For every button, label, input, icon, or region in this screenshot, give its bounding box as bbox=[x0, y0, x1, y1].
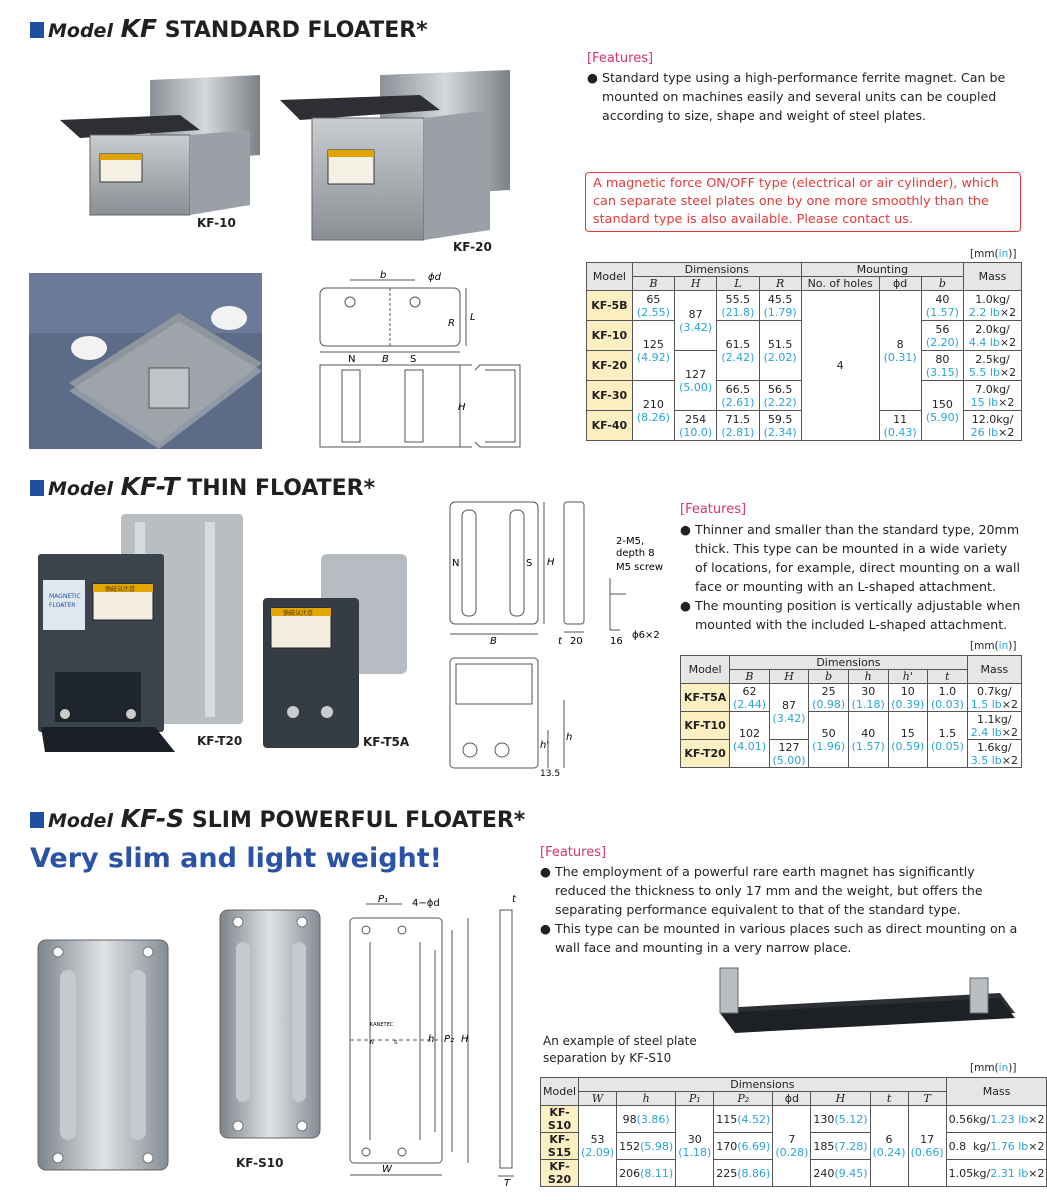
svg-text:L: L bbox=[470, 312, 476, 323]
svg-text:b: b bbox=[380, 270, 387, 281]
kft-spec-table: Model Dimensions Mass B H b h h' t KF-T5A 62 (2.44) 87 (3.42) 25 (0.98) 30 (1.18) 10 (0.39) 1.0 (0.03) 0.7kg/ 1.5 lb×2 KF-T10 102 (4.01) 50 (1.96) 40 (1.57) 15 (0.59) 1.5 (0.05) 1.1kg/ 2.4 lb×2 KF-T20 127 (5.00) 1.6kg/ 3.5 lb×2 bbox=[680, 655, 1022, 768]
kft-features-list bbox=[680, 520, 1022, 634]
svg-text:MAGNETIC: MAGNETIC bbox=[49, 593, 81, 600]
section-kfs-heading: Model KF-S SLIM POWERFUL FLOATER* bbox=[30, 804, 525, 833]
svg-text:強磁気注意: 強磁気注意 bbox=[105, 586, 136, 593]
kf20-photo bbox=[280, 70, 510, 240]
table-row: KF-T10 102 (4.01) 50 (1.96) 40 (1.57) 15 (0.59) 1.5 (0.05) 1.1kg/ 2.4 lb×2 bbox=[681, 712, 1022, 740]
kf-on-off-notice: A magnetic force ON/OFF type (electrical or air cylinder), which can separate steel plates one by one more smoothly than the standard type is also available. Please contact us. bbox=[585, 172, 1021, 232]
svg-text:16: 16 bbox=[610, 636, 623, 647]
feature-item: ● Thinner and smaller than the standard type, 20mm thick. This type can be mounted in a wide variety of locations, for example, direct mounting on a wall face or mounting with an L-shaped attachment. bbox=[680, 520, 1022, 596]
kfs-product-photos bbox=[30, 900, 330, 1175]
svg-text:P₁: P₁ bbox=[378, 894, 389, 905]
svg-text:N: N bbox=[348, 354, 356, 365]
svg-text:h': h' bbox=[540, 740, 550, 751]
svg-text:t: t bbox=[512, 894, 516, 905]
svg-text:h: h bbox=[428, 1034, 435, 1045]
kf-dimension-diagram bbox=[310, 270, 540, 450]
kft-dimension-diagram bbox=[440, 490, 680, 790]
kf-features-list bbox=[587, 68, 1021, 125]
steel-plate-handling-photo bbox=[29, 273, 262, 449]
kft-features-title: [Features] bbox=[680, 502, 747, 517]
svg-text:H: H bbox=[461, 1034, 469, 1045]
kfs-features-list bbox=[540, 862, 1022, 957]
kf-spec-table: Model Dimensions Mounting Mass B H L R No. of holes ϕd b KF-5B 65 (2.55) 87 (3.42) 55.5 (21.8) 45.5 (1.79) 4 8 (0.31) 40 (1.57) 1.0kg/ 2.2 lb×2 KF-10 125 (4.92) 61.5 (2.42) 51.5 (2.02) 56 (2.20) 2.0kg/ 4.4 lb×2 KF-20 127 (5.00) 80 (3.15) 2.5kg/ 5.5 lb×2 KF-30 210 (8.26) 66.5 (2.61) 56.5 (2.22) 150 (5.90) 7.0kg/ 15 lb×2 KF-40 254 (10.0) 71.5 (2.81) 59.5 (2.34) 11 (0.43) 12.0kg/ 26 lb×2 bbox=[586, 262, 1022, 441]
svg-text:B: B bbox=[382, 354, 389, 365]
feature-item: ● The mounting position is vertically adjustable when mounted with the included L-shaped attachment. bbox=[680, 596, 1022, 634]
kfs-unit-note: [mm(in)] bbox=[970, 1062, 1017, 1074]
svg-text:H: H bbox=[547, 557, 555, 568]
table-row: KF-S20 206(8.11) 225(8.86) 240(9.45) 1.05kg/2.31 lb×2 bbox=[541, 1160, 1047, 1187]
kfs-dimension-diagram bbox=[340, 890, 530, 1189]
kf-product-photos bbox=[50, 70, 510, 260]
svg-text:2-M5,: 2-M5, bbox=[616, 536, 645, 547]
kf10-photo bbox=[60, 75, 260, 215]
kfs10-label: KF-S10 bbox=[236, 1156, 284, 1170]
kft-unit-note: [mm(in)] bbox=[970, 640, 1017, 652]
table-row: KF-T20 127 (5.00) 1.6kg/ 3.5 lb×2 bbox=[681, 740, 1022, 768]
svg-text:S: S bbox=[526, 558, 533, 569]
table-row: KF-10 125 (4.92) 61.5 (2.42) 51.5 (2.02) 56 (2.20) 2.0kg/ 4.4 lb×2 bbox=[587, 321, 1022, 351]
svg-text:t: t bbox=[558, 636, 562, 647]
table-row: KF-5B 65 (2.55) 87 (3.42) 55.5 (21.8) 45.5 (1.79) 4 8 (0.31) 40 (1.57) 1.0kg/ 2.2 lb×2 bbox=[587, 291, 1022, 321]
kf-unit-note: [mm(in)] bbox=[970, 248, 1017, 260]
kfs-example-photo bbox=[700, 963, 1020, 1043]
svg-text:13.5: 13.5 bbox=[540, 769, 561, 779]
svg-text:M5 screw: M5 screw bbox=[616, 562, 664, 573]
svg-text:P₂: P₂ bbox=[444, 1034, 455, 1045]
kft-product-photos bbox=[35, 512, 420, 762]
section-kft-heading: Model KF-T THIN FLOATER* bbox=[30, 472, 375, 501]
kfs-features-title: [Features] bbox=[540, 845, 607, 860]
svg-text:FLOATER: FLOATER bbox=[49, 602, 76, 609]
svg-text:4−ϕd: 4−ϕd bbox=[412, 898, 440, 909]
feature-item: ● The employment of a powerful rare earth magnet has significantly reduced the thickness to only 17 mm and the weight, but offers the separating performance equivalent to that of the standard type. bbox=[540, 862, 1022, 919]
svg-text:B: B bbox=[490, 636, 497, 647]
feature-item: ● This type can be mounted in various places such as direct mounting on a wall face and mounting in a very narrow place. bbox=[540, 919, 1022, 957]
svg-text:S: S bbox=[394, 1040, 398, 1046]
table-row: KF-S15 152(5.98) 170(6.69) 185(7.28) 0.8 kg/1.76 lb×2 bbox=[541, 1133, 1047, 1160]
svg-text:W: W bbox=[382, 1164, 392, 1175]
kf20-label: KF-20 bbox=[453, 240, 492, 254]
svg-text:S: S bbox=[410, 354, 417, 365]
table-row: KF-30 210 (8.26) 66.5 (2.61) 56.5 (2.22) 150 (5.90) 7.0kg/ 15 lb×2 bbox=[587, 381, 1022, 411]
kfs-example-caption: An example of steel plate separation by KF-S10 bbox=[543, 1034, 697, 1065]
kft5a-label: KF-T5A bbox=[363, 735, 410, 749]
square-bullet-icon bbox=[30, 812, 44, 828]
svg-text:N: N bbox=[370, 1040, 374, 1046]
svg-text:R: R bbox=[448, 318, 455, 329]
kf10-label: KF-10 bbox=[197, 216, 236, 230]
kfs-spec-table: Model Dimensions Mass W h P₁ P₂ ϕd H t T KF-S10 53 (2.09) 98(3.86) 30 (1.18) 115(4.52) 7 (0.28) 130(5.12) 6 (0.24) 17 (0.66) 0.56kg/1.23 lb×2 KF-S15 152(5.98) 170(6.69) 185(7.28) 0.8 kg/1.76 lb×2 KF-S20 206(8.11) 225(8.86) 240(9.45) 1.05kg/2.31 lb×2 bbox=[540, 1077, 1047, 1187]
table-row: KF-40 254 (10.0) 71.5 (2.81) 59.5 (2.34) 11 (0.43) 12.0kg/ 26 lb×2 bbox=[587, 411, 1022, 441]
kfs-tagline: Very slim and light weight! bbox=[30, 843, 442, 874]
svg-text:h: h bbox=[566, 732, 573, 743]
svg-text:H: H bbox=[458, 402, 466, 413]
svg-text:KANETEC: KANETEC bbox=[370, 1022, 394, 1028]
table-row: KF-T5A 62 (2.44) 87 (3.42) 25 (0.98) 30 (1.18) 10 (0.39) 1.0 (0.03) 0.7kg/ 1.5 lb×2 bbox=[681, 684, 1022, 712]
svg-text:N: N bbox=[452, 558, 460, 569]
svg-text:ϕ6×2: ϕ6×2 bbox=[632, 630, 660, 641]
section-kf-heading: Model KF STANDARD FLOATER* bbox=[30, 14, 428, 43]
svg-text:20: 20 bbox=[570, 636, 583, 647]
square-bullet-icon bbox=[30, 22, 44, 38]
svg-text:強磁気注意: 強磁気注意 bbox=[283, 610, 314, 617]
feature-item: ● Standard type using a high-performance ferrite magnet. Can be mounted on machines easily and several units can be coupled according to size, shape and weight of steel plates. bbox=[587, 68, 1021, 125]
svg-text:T: T bbox=[504, 1178, 511, 1189]
svg-text:ϕd: ϕd bbox=[428, 272, 441, 283]
table-row: KF-S10 53 (2.09) 98(3.86) 30 (1.18) 115(4.52) 7 (0.28) 130(5.12) 6 (0.24) 17 (0.66) 0.56kg/1.23 lb×2 bbox=[541, 1106, 1047, 1133]
svg-text:depth 8: depth 8 bbox=[616, 548, 655, 559]
square-bullet-icon bbox=[30, 480, 44, 496]
table-row: KF-20 127 (5.00) 80 (3.15) 2.5kg/ 5.5 lb×2 bbox=[587, 351, 1022, 381]
kf-features-title: [Features] bbox=[587, 51, 654, 66]
kft20-label: KF-T20 bbox=[197, 734, 243, 748]
